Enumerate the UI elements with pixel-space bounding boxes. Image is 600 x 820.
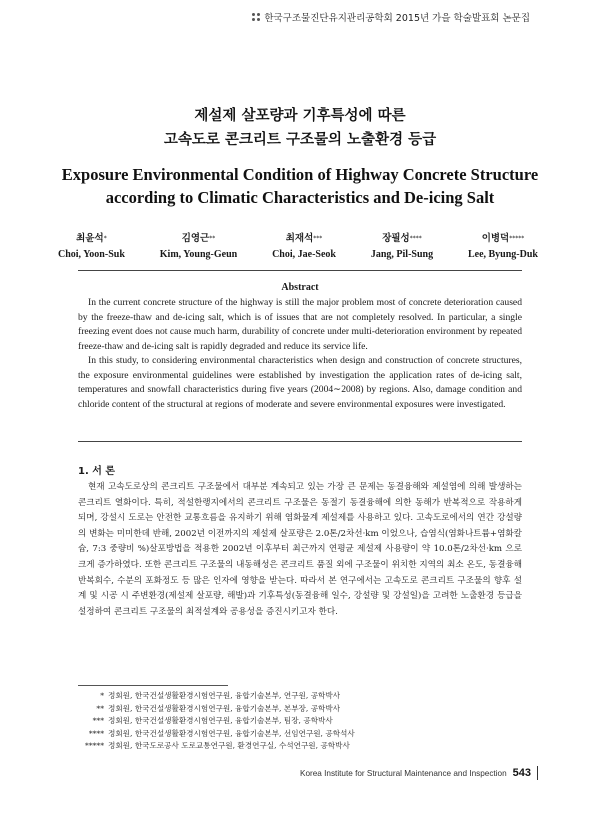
abstract-paragraph: In the current concrete structure of the highway is still the major problem most of concrete deterioration caused by the freeze-thaw and de-icing salt, which is of issues that are not completely resolved. In particular, a single freezing event does not cause much harm, durability of concrete under multi-deterioration environment by repeated freeze-thaw and de-icing salt is rapidly degraded and reduce its service life. <box>78 297 522 352</box>
footnote-divider <box>78 685 228 686</box>
author-name-en: Kim, Young-Geun <box>159 249 238 260</box>
footnotes <box>78 690 522 753</box>
journal-name: Korea Institute for Structural Maintenance and Inspection <box>300 768 507 778</box>
footnote-mark: **** <box>88 728 104 738</box>
author-name-en: Lee, Byung-Duk <box>467 249 538 260</box>
author-name-en: Jang, Pil-Sung <box>370 249 434 260</box>
footnote-mark: *** <box>92 716 104 726</box>
author-mark: **** <box>409 235 422 242</box>
footnote <box>78 703 522 716</box>
dots-logo-icon <box>252 13 261 22</box>
korean-title-line2: 고속도로 콘크리트 구조물의 노출환경 등급 <box>163 132 437 148</box>
author-name-en: Choi, Jae-Seok <box>272 249 336 260</box>
author-mark: *** <box>313 235 323 242</box>
english-title <box>0 163 600 209</box>
footnote-text: 정회원, 한국도로공사 도로교통연구원, 환경연구실, 수석연구원, 공학박사 <box>108 741 350 751</box>
footnote <box>78 715 522 728</box>
author <box>160 232 237 262</box>
korean-title <box>0 104 600 152</box>
footnote-mark: * <box>100 691 104 700</box>
section-heading: 1. 서 론 <box>78 466 116 477</box>
author-list <box>58 232 538 262</box>
divider <box>78 441 522 442</box>
author <box>371 232 433 262</box>
author-name-ko: 김영근 <box>181 233 210 244</box>
author-name-ko: 장필성 <box>382 233 410 244</box>
abstract-body <box>78 296 522 412</box>
footnote-text: 정회원, 한국건설생활환경시험연구원, 융합기술본부, 팀장, 공학박사 <box>108 716 333 726</box>
section-body <box>78 480 522 620</box>
author <box>272 232 336 262</box>
conference-name: 한국구조물진단유지관리공학회 2015년 가을 학술발표회 논문집 <box>264 13 530 24</box>
abstract-heading: Abstract <box>281 282 319 293</box>
author-name-ko: 최재석 <box>285 233 314 244</box>
author <box>468 232 538 262</box>
footnote <box>78 740 522 753</box>
english-title-line1: Exposure Environmental Condition of Highway Concrete Structure <box>61 165 539 184</box>
footnote-text: 정회원, 한국건설생활환경시험연구원, 융합기술본부, 연구원, 공학박사 <box>108 691 341 700</box>
author <box>58 232 125 262</box>
footnote-text: 정회원, 한국건설생활환경시험연구원, 융합기술본부, 선임연구원, 공학석사 <box>108 728 355 738</box>
footer-bar <box>537 766 538 780</box>
footnote-mark: ** <box>96 703 104 713</box>
footnote <box>78 728 522 741</box>
divider <box>78 270 522 271</box>
body-paragraph: 현재 고속도로상의 콘크리트 구조물에서 대부분 계속되고 있는 가장 큰 문제는 동결융해와 제설염에 의해 발생하는 콘크리트 열화이다. 특히, 적설한랭지에서의 콘크리트 구조물은 동절기 동결융해에 의한 동해가 반복적으로 작용하게 되며, 강설시 도로는 안전한 교통흐름을 유지하기 위해 염화물계 제설제를 사용하고 있다. 고속도로에서의 연간 강설량의 변화는 미미한데 반해, 2002년 이전까지의 제설제 살포량은 2.0톤/2차선·km 이었으나, 습염식(염화나트륨+염화칼슘, 7:3 중량비 %)살포방법을 적용한 2002년 이후부터 최근까지 연평균 제설제 사용량이 약 10.0톤/2차선·km 으로 크게 증가하였다. 또한 콘크리트 구조물의 내동해성은 콘크리트 품질 외에 구조물이 위치한 지역의 최소 온도, 동결융해 반복회수, 수분의 포화정도 등 많은 인자에 영향을 받는다. 따라서 본 연구에서는 고속도로 콘크리트 구조물의 향후 설계 및 시공 시 주변환경(제설제 살포량, 해발)과 기후특성(동결융해 일수, 강설량 및 강설일)을 고려한 노출환경 등급을 설정하여 콘크리트 구조물의 최적설계와 공용성을 증진시키고자 한다. <box>78 482 522 617</box>
korean-title-line1: 제설제 살포량과 기후특성에 따른 <box>194 108 406 124</box>
author-mark: ** <box>209 235 216 242</box>
author-name-ko: 최윤석 <box>76 233 104 244</box>
author-name-en: Choi, Yoon-Suk <box>58 249 125 260</box>
page-footer <box>300 766 538 780</box>
author-mark: ***** <box>509 235 525 242</box>
english-title-line2: according to Climatic Characteristics and De-icing Salt <box>105 188 495 207</box>
author-mark: * <box>103 235 107 242</box>
page-number: 543 <box>512 767 531 779</box>
footnote-text: 정회원, 한국건설생활환경시험연구원, 융합기술본부, 본부장, 공학박사 <box>108 703 341 713</box>
footnote-mark: ***** <box>85 741 104 751</box>
abstract-paragraph: In this study, to considering environmental characteristics when design and construction of concrete structures, the exposure environmental guidelines were established by investigation the application rates of de-icing salt, temperatures and snowfall characteristics during five years (2004∼2008) by regions. Also, damage condition and chloride content of the structural at regions of moderate and severe environmental exposures were investigated. <box>78 355 522 410</box>
footnote <box>78 690 522 703</box>
author-name-ko: 이병덕 <box>481 233 510 244</box>
conference-header <box>252 10 530 24</box>
